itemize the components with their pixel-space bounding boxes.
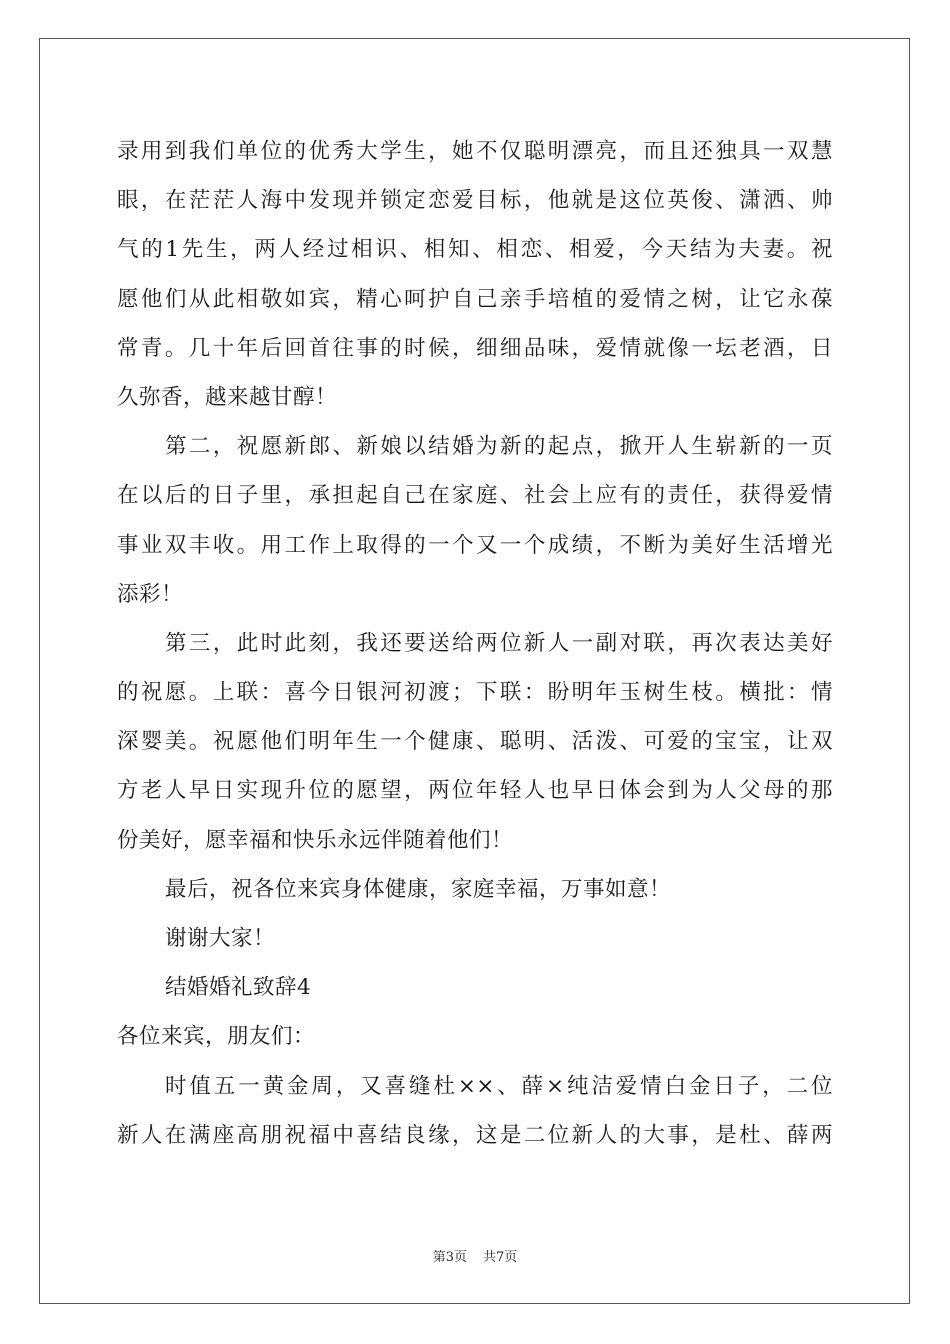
text-line: 眼，在茫茫人海中发现并锁定恋爱目标，他就是这位英俊、潇洒、帅 bbox=[117, 188, 833, 214]
text-line: 各位来宾，朋友们： bbox=[117, 1024, 316, 1050]
page-total: 共7页 bbox=[483, 1250, 518, 1265]
document-body bbox=[117, 127, 833, 1160]
text-line: 事业双丰收。用工作上取得的一个又一个成绩，不断为美好生活增光 bbox=[117, 532, 833, 558]
text-line: 常青。几十年后回首往事的时候，细细品味，爱情就像一坛老酒，日 bbox=[117, 335, 833, 361]
text-line: 在以后的日子里，承担起自己在家庭、社会上应有的责任，获得爱情 bbox=[117, 483, 833, 509]
text-line: 添彩！ bbox=[117, 581, 184, 607]
text-line: 谢谢大家！ bbox=[165, 926, 276, 951]
text-line: 气的1先生，两人经过相识、相知、相恋、相爱，今天结为夫妻。祝 bbox=[117, 237, 833, 263]
page-number: 第3页 bbox=[432, 1250, 467, 1265]
text-line: 最后，祝各位来宾身体健康，家庭幸福，万事如意！ bbox=[165, 876, 672, 902]
text-line: 录用到我们单位的优秀大学生，她不仅聪明漂亮，而且还独具一双慧 bbox=[117, 139, 833, 164]
page-footer bbox=[0, 1246, 950, 1265]
text-line: 新人在满座高朋祝福中喜结良缘，这是二位新人的大事，是杜、薛两 bbox=[117, 1122, 833, 1148]
text-line: 份美好，愿幸福和快乐永远伴随着他们！ bbox=[117, 827, 514, 853]
text-line: 方老人早日实现升位的愿望，两位年轻人也早日体会到为人父母的那 bbox=[117, 778, 833, 804]
text-line: 久弥香，越来越甘醇！ bbox=[117, 384, 338, 410]
text-line: 结婚婚礼致辞4 bbox=[165, 975, 312, 1001]
text-line: 第二，祝愿新郎、新娘以结婚为新的起点，掀开人生崭新的一页 bbox=[165, 434, 833, 460]
text-line: 第三，此时此刻，我还要送给两位新人一副对联，再次表达美好 bbox=[165, 630, 833, 656]
text-line: 的祝愿。上联：喜今日银河初渡；下联：盼明年玉树生枝。横批：情 bbox=[117, 680, 833, 706]
text-line: 愿他们从此相敬如宾，精心呵护自己亲手培植的爱情之树，让它永葆 bbox=[117, 286, 833, 312]
text-line: 时值五一黄金周，又喜缝杜××、薛×纯洁爱情白金日子，二位 bbox=[165, 1073, 833, 1099]
text-line: 深婴美。祝愿他们明年生一个健康、聪明、活泼、可爱的宝宝，让双 bbox=[117, 729, 833, 755]
